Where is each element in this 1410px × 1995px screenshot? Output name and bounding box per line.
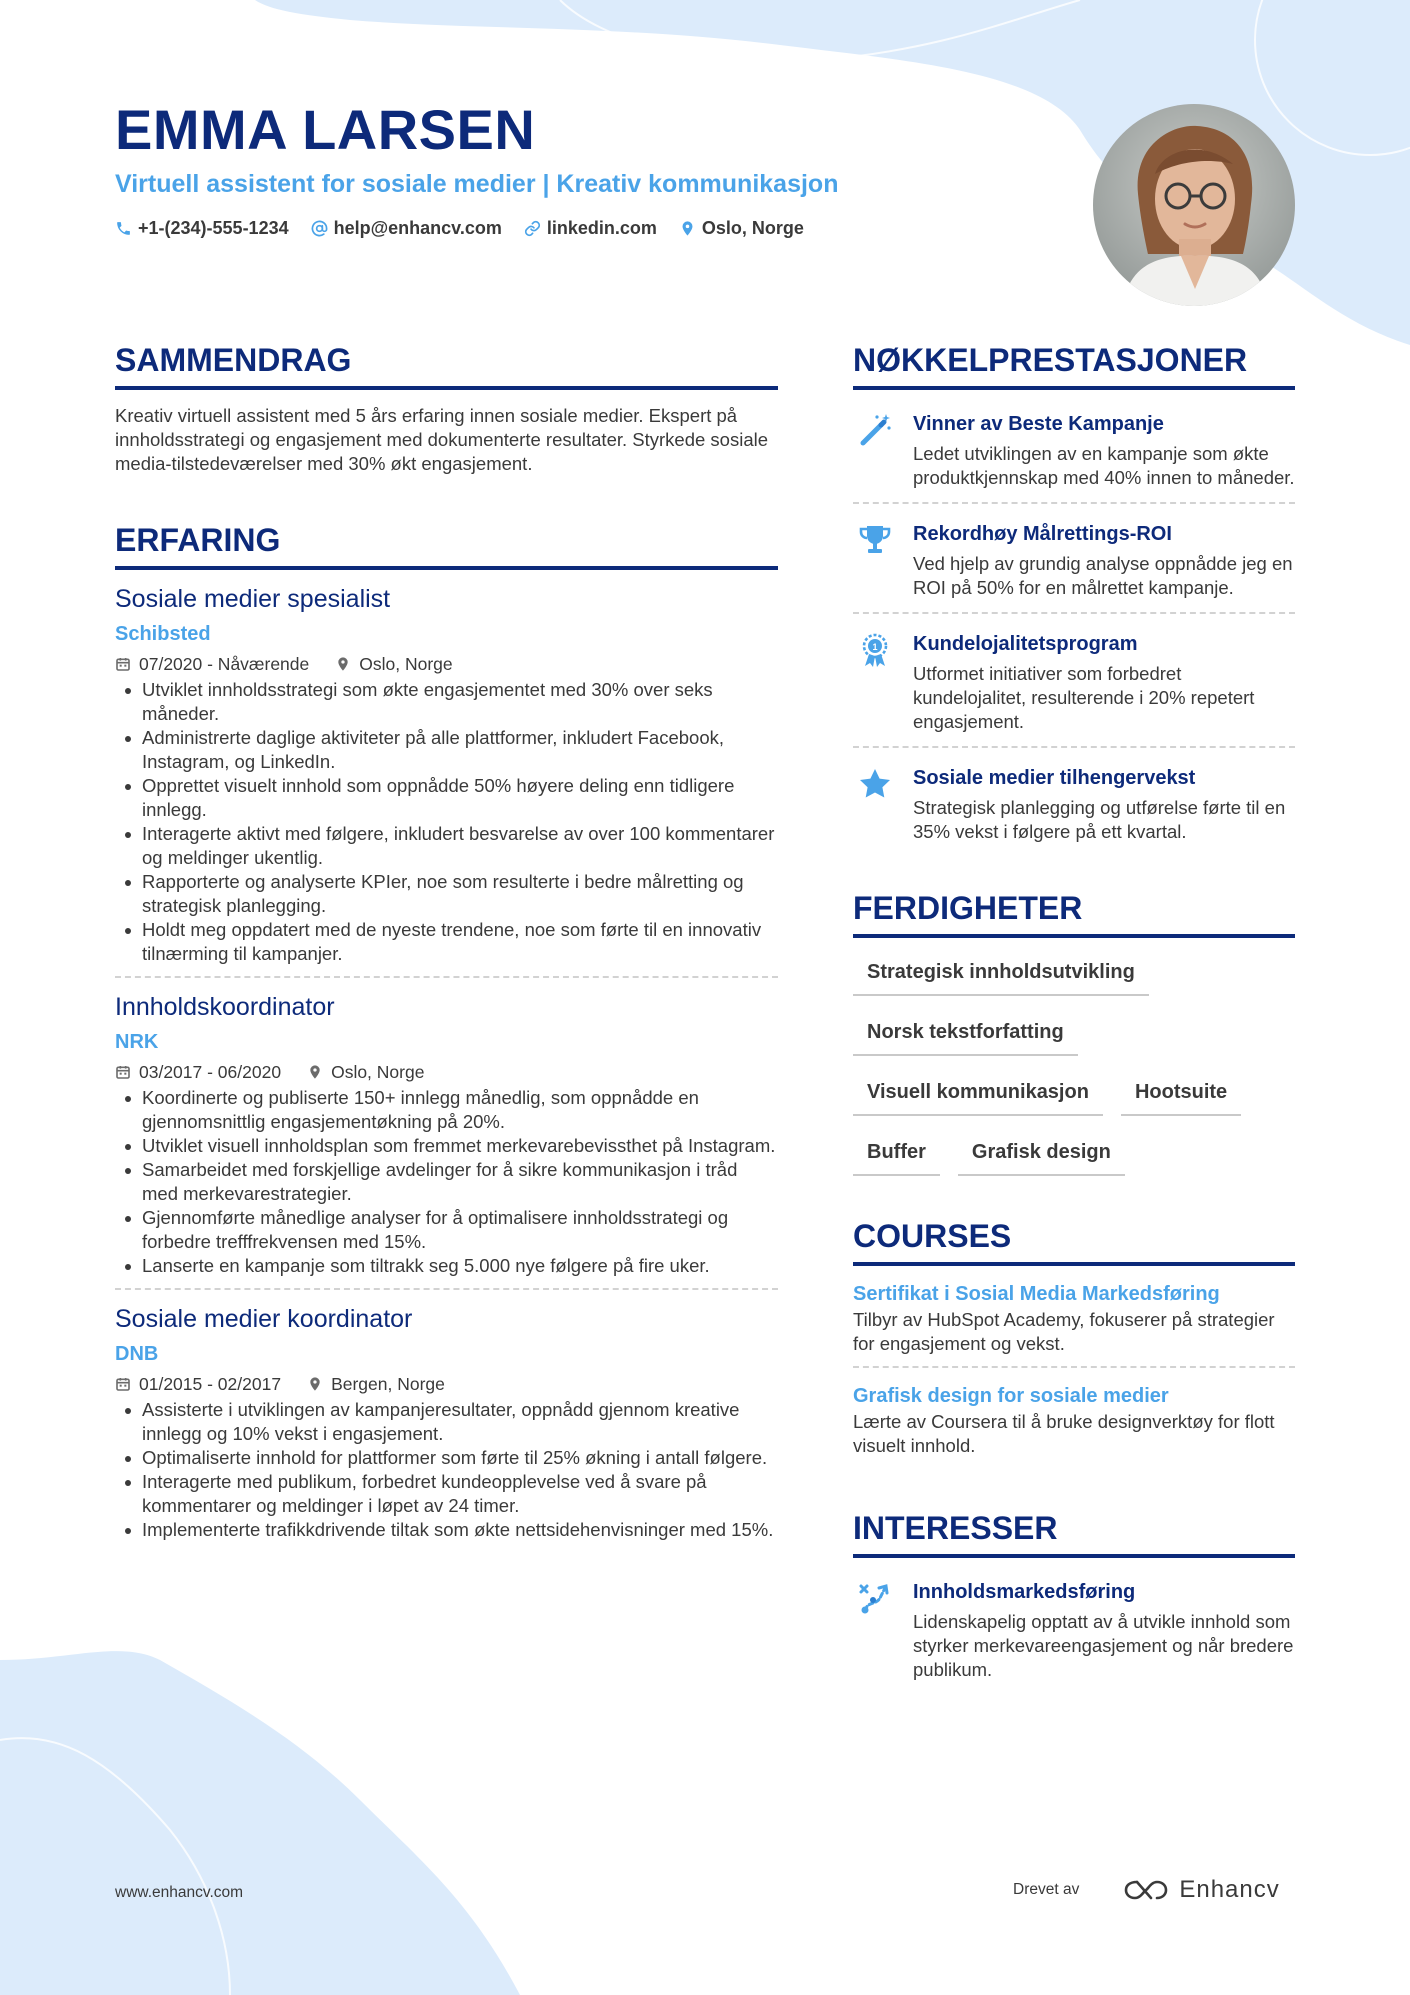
summary-text: Kreativ virtuell assistent med 5 års erfaring innen sosiale medier. Ekspert på innholdsstrategi og engasjement med dokumenterte resultater. Styrkede sosiale media-tilstedeværelser med 30% økt engasjement. bbox=[115, 405, 769, 474]
magic-wand-icon bbox=[853, 410, 897, 490]
interests-heading: INTERESSER bbox=[853, 1508, 1295, 1558]
job-bullet: Optimaliserte innhold for plattformer som førte til 25% økning i antall følgere. bbox=[115, 1446, 778, 1470]
job-meta bbox=[115, 1060, 778, 1084]
location-text: Oslo, Norge bbox=[701, 218, 804, 238]
enhancv-logo-icon bbox=[1123, 1878, 1169, 1902]
link-icon bbox=[524, 220, 541, 237]
skills-row bbox=[853, 952, 1295, 996]
achievement-text bbox=[913, 410, 1295, 490]
skills-row bbox=[853, 1132, 1295, 1176]
job-dates-text: 01/2015 - 02/2017 bbox=[139, 1374, 282, 1394]
job-bullet: Opprettet visuelt innhold som oppnådde 50% høyere deling enn tidligere innlegg. bbox=[115, 774, 778, 822]
location-pin-icon bbox=[307, 1376, 323, 1392]
job-bullet: Implementerte trafikkdrivende tiltak som økte nettsidehenvisninger med 15%. bbox=[115, 1518, 778, 1542]
job-title: Innholdskoordinator bbox=[115, 993, 335, 1021]
job-location bbox=[307, 1060, 424, 1084]
at-sign-icon bbox=[311, 220, 328, 237]
skills-heading: FERDIGHETER bbox=[853, 888, 1295, 938]
linkedin-url: linkedin.com bbox=[546, 218, 657, 238]
interests-list bbox=[853, 1562, 1295, 1694]
job-bullet: Assisterte i utviklingen av kampanjeresultater, oppnådd gjennom kreative innlegg og 10% vekst i engasjement. bbox=[115, 1398, 778, 1446]
job-dates-text: 03/2017 - 06/2020 bbox=[139, 1062, 282, 1082]
job-bullets bbox=[115, 678, 778, 966]
company-name: DNB bbox=[115, 1343, 159, 1365]
experience-entry bbox=[115, 976, 778, 1288]
courses-heading: COURSES bbox=[853, 1216, 1295, 1266]
right-column bbox=[853, 340, 1295, 1694]
brand-logo[interactable] bbox=[1123, 1876, 1279, 1904]
calendar-icon bbox=[115, 1376, 131, 1392]
footer-branding bbox=[1013, 1876, 1280, 1904]
job-bullets bbox=[115, 1086, 778, 1278]
job-dates bbox=[115, 1372, 281, 1396]
achievement-title: Sosiale medier tilhengervekst bbox=[913, 767, 1196, 789]
achievement-title: Rekordhøy Målrettings-ROI bbox=[913, 523, 1172, 545]
job-meta bbox=[115, 652, 778, 676]
linkedin-contact[interactable] bbox=[524, 218, 657, 239]
phone-number: +1-(234)-555-1234 bbox=[138, 218, 289, 238]
powered-by-label: Drevet av bbox=[1013, 1881, 1080, 1898]
left-column bbox=[115, 340, 778, 1552]
job-bullet: Samarbeidet med forskjellige avdelinger for å sikre kommunikasjon i tråd med merkevarestrategier. bbox=[115, 1158, 778, 1206]
job-dates bbox=[115, 1060, 281, 1084]
skill-tag: Hootsuite bbox=[1121, 1072, 1241, 1116]
course-item bbox=[853, 1266, 1295, 1366]
calendar-icon bbox=[115, 656, 131, 672]
achievement-text bbox=[913, 630, 1295, 734]
location-contact bbox=[679, 218, 804, 239]
job-bullet: Interagerte aktivt med følgere, inkludert besvarelse av over 100 kommentarer og meldinger ukentlig. bbox=[115, 822, 778, 870]
achievement-text bbox=[913, 764, 1295, 844]
job-bullet: Utviklet visuell innholdsplan som fremmet merkevarebevissthet på Instagram. bbox=[115, 1134, 778, 1158]
achievement-item bbox=[853, 394, 1295, 502]
company-name: Schibsted bbox=[115, 623, 211, 645]
achievement-description: Strategisk planlegging og utførelse førte til en 35% vekst i følgere på ett kvartal. bbox=[913, 797, 1286, 842]
contact-info bbox=[115, 218, 1075, 239]
email-contact[interactable] bbox=[311, 218, 502, 239]
experience-list bbox=[115, 582, 778, 1552]
svg-text:1: 1 bbox=[872, 642, 878, 652]
job-bullet: Gjennomførte månedlige analyser for å optimalisere innholdsstrategi og forbedre trefffrekvensen med 15%. bbox=[115, 1206, 778, 1254]
interest-text bbox=[913, 1578, 1295, 1682]
experience-entry bbox=[115, 582, 778, 976]
job-location-text: Oslo, Norge bbox=[331, 1062, 425, 1082]
course-item bbox=[853, 1366, 1295, 1468]
achievement-title: Kundelojalitetsprogram bbox=[913, 633, 1138, 655]
job-bullet: Utviklet innholdsstrategi som økte engasjementet med 30% over seks måneder. bbox=[115, 678, 778, 726]
company-name: NRK bbox=[115, 1031, 159, 1053]
skill-tag: Norsk tekstforfatting bbox=[853, 1012, 1078, 1056]
phone-icon bbox=[115, 220, 132, 237]
job-bullet: Holdt meg oppdatert med de nyeste trendene, noe som førte til en innovativ tilnærming til kampanjer. bbox=[115, 918, 778, 966]
job-bullet: Lanserte en kampanje som tiltrakk seg 5.000 nye følgere på fire uker. bbox=[115, 1254, 778, 1278]
interest-description: Lidenskapelig opptatt av å utvikle innhold som styrker merkevareengasjement og når bredere publikum. bbox=[913, 1611, 1294, 1680]
achievement-description: Ved hjelp av grundig analyse oppnådde jeg en ROI på 50% for en målrettet kampanje. bbox=[913, 553, 1293, 598]
resume-header bbox=[115, 98, 1075, 239]
course-description: Lærte av Coursera til å bruke designverktøy for flott visuelt innhold. bbox=[853, 1411, 1275, 1456]
achievement-item bbox=[853, 746, 1295, 856]
job-bullets bbox=[115, 1398, 778, 1542]
skills-list bbox=[853, 952, 1295, 1176]
job-title: Sosiale medier koordinator bbox=[115, 1305, 413, 1333]
achievements-list bbox=[853, 394, 1295, 856]
location-pin-icon bbox=[307, 1064, 323, 1080]
summary-heading: SAMMENDRAG bbox=[115, 340, 778, 390]
skill-tag: Grafisk design bbox=[958, 1132, 1125, 1176]
course-title: Sertifikat i Sosial Media Markedsføring bbox=[853, 1283, 1220, 1305]
achievement-text bbox=[913, 520, 1295, 600]
phone-contact[interactable] bbox=[115, 218, 289, 239]
job-title: Sosiale medier spesialist bbox=[115, 585, 391, 613]
skills-row bbox=[853, 1072, 1295, 1116]
award-ribbon-icon bbox=[853, 630, 897, 734]
job-meta bbox=[115, 1372, 778, 1396]
achievement-description: Utformet initiativer som forbedret kundelojalitet, resulterende i 20% repetert engasjement. bbox=[913, 663, 1255, 732]
achievement-description: Ledet utviklingen av en kampanje som økte produktkjennskap med 40% innen to måneder. bbox=[913, 443, 1295, 488]
experience-entry bbox=[115, 1288, 778, 1552]
calendar-icon bbox=[115, 1064, 131, 1080]
job-location-text: Oslo, Norge bbox=[359, 654, 453, 674]
achievement-title: Vinner av Beste Kampanje bbox=[913, 413, 1164, 435]
skill-tag: Buffer bbox=[853, 1132, 940, 1176]
courses-list bbox=[853, 1266, 1295, 1468]
course-description: Tilbyr av HubSpot Academy, fokuserer på strategier for engasjement og vekst. bbox=[853, 1309, 1275, 1354]
job-bullet: Koordinerte og publiserte 150+ innlegg månedlig, som oppnådde en gjennomsnittlig engasjementøkning på 20%. bbox=[115, 1086, 778, 1134]
candidate-name: EMMA LARSEN bbox=[115, 98, 536, 161]
job-location-text: Bergen, Norge bbox=[331, 1374, 445, 1394]
candidate-headline: Virtuell assistent for sosiale medier | Kreativ kommunikasjon bbox=[115, 170, 839, 198]
achievement-item bbox=[853, 612, 1295, 746]
location-pin-icon bbox=[335, 656, 351, 672]
achievement-item bbox=[853, 502, 1295, 612]
interest-item bbox=[853, 1562, 1295, 1694]
skill-tag: Strategisk innholdsutvikling bbox=[853, 952, 1149, 996]
brand-name: Enhancv bbox=[1179, 1876, 1280, 1903]
course-title: Grafisk design for sosiale medier bbox=[853, 1385, 1169, 1407]
star-icon bbox=[853, 764, 897, 844]
job-location bbox=[335, 652, 452, 676]
trophy-icon bbox=[853, 520, 897, 600]
interest-title: Innholdsmarkedsføring bbox=[913, 1581, 1136, 1603]
job-bullet: Administrerte daglige aktiviteter på alle plattformer, inkludert Facebook, Instagram, og LinkedIn. bbox=[115, 726, 778, 774]
experience-heading: ERFARING bbox=[115, 520, 778, 570]
skills-row bbox=[853, 1012, 1295, 1056]
footer-website[interactable]: www.enhancv.com bbox=[115, 1884, 244, 1901]
profile-photo bbox=[1093, 104, 1295, 306]
job-bullet: Rapporterte og analyserte KPIer, noe som resulterte i bedre målretting og strategisk planlegging. bbox=[115, 870, 778, 918]
email-address: help@enhancv.com bbox=[333, 218, 502, 238]
location-pin-icon bbox=[679, 220, 696, 237]
job-location bbox=[307, 1372, 445, 1396]
achievements-heading: NØKKELPRESTASJONER bbox=[853, 340, 1295, 390]
job-dates bbox=[115, 652, 309, 676]
job-dates-text: 07/2020 - Nåværende bbox=[139, 654, 310, 674]
job-bullet: Interagerte med publikum, forbedret kundeopplevelse ved å svare på kommentarer og meldinger i løpet av 24 timer. bbox=[115, 1470, 778, 1518]
skill-tag: Visuell kommunikasjon bbox=[853, 1072, 1103, 1116]
strategy-icon bbox=[853, 1578, 897, 1682]
